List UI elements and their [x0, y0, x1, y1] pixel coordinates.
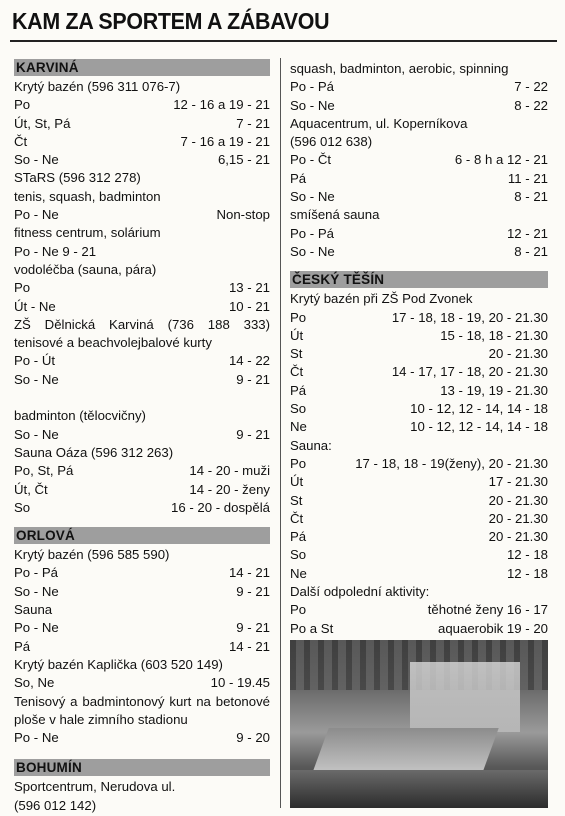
venue-phone: (596 012 638): [290, 134, 373, 150]
schedule-row: [290, 492, 548, 510]
section-header-bohumin: BOHUMÍN: [14, 759, 270, 776]
schedule-day: Út - Ne: [14, 298, 56, 314]
schedule-row: [290, 327, 548, 345]
schedule-day: Út, St, Pá: [14, 115, 71, 131]
schedule: [290, 225, 548, 262]
schedule-time: 11 - 21: [507, 170, 548, 186]
venue-name: Další odpolední aktivity:: [290, 584, 430, 600]
venue-name: STaRS (596 312 278): [14, 170, 141, 186]
schedule-time: 17 - 18, 18 - 19(ženy), 20 - 21.30: [355, 455, 548, 471]
venue-name: Krytý bazén (596 311 076-7): [14, 79, 181, 94]
schedule-row: [290, 400, 548, 418]
schedule-row: [290, 188, 548, 206]
schedule-time: 8 - 22: [514, 97, 548, 113]
schedule-day: Ne: [290, 419, 307, 435]
schedule-time: 14 - 21: [228, 638, 270, 654]
page-title: KAM ZA SPORTEM A ZÁBAVOU: [12, 8, 330, 34]
venue-name: Sauna Oáza (596 312 263): [14, 444, 174, 460]
schedule-row: [290, 345, 548, 363]
photo-window: [410, 662, 520, 732]
schedule-row: [290, 510, 548, 528]
schedule-day: St: [290, 346, 303, 362]
schedule-time: 12 - 16 a 19 - 21: [173, 97, 270, 113]
schedule-day: Po, St, Pá: [14, 463, 74, 479]
schedule-row: [14, 481, 270, 499]
schedule-day: Pá: [290, 382, 307, 398]
venue-name: Krytý bazén při ZŠ Pod Zvonek: [290, 291, 473, 307]
schedule-row: [290, 97, 548, 115]
schedule-day: Po - Út: [14, 353, 56, 369]
schedule-time: 12 - 18: [506, 565, 548, 581]
schedule-time: 20 - 21.30: [488, 492, 548, 508]
schedule-day: Po: [290, 455, 307, 471]
schedule-day: So - Ne: [290, 243, 335, 259]
schedule-row: [14, 96, 270, 114]
schedule-time: 7 - 16 a 19 - 21: [180, 133, 270, 149]
schedule: [14, 462, 270, 517]
schedule-row: [290, 418, 548, 436]
photo-pool: [311, 728, 498, 776]
schedule-time: 13 - 19, 19 - 21.30: [440, 382, 548, 398]
left-column: [14, 58, 270, 815]
schedule: [290, 309, 548, 437]
venue-description: Tenisový a badmintonový kurt na betonové ploše v hale zimního stadionu: [14, 693, 270, 727]
schedule: [290, 455, 548, 583]
venue-name: Sportcentrum, Nerudova ul.: [14, 779, 176, 795]
schedule-day: St: [290, 492, 303, 508]
schedule-row: [290, 151, 548, 169]
schedule: [14, 619, 270, 656]
schedule-day: Pá: [290, 170, 307, 186]
schedule: [14, 206, 270, 224]
schedule-day: Po: [290, 602, 307, 618]
schedule-row: [14, 206, 270, 224]
schedule-day: Po - Ne: [14, 207, 59, 223]
schedule: [290, 151, 548, 206]
schedule: [14, 674, 270, 692]
schedule-time: 17 - 21.30: [488, 474, 548, 490]
schedule-time: 10 - 21: [228, 298, 270, 314]
section-header-orlova: ORLOVÁ: [14, 527, 270, 544]
schedule: [14, 96, 270, 169]
schedule-day: Po - Pá: [290, 225, 334, 241]
schedule-day: Po: [290, 309, 307, 325]
venue-subtitle: badminton (tělocvičny): [14, 408, 146, 424]
venue-subtitle: smíšená sauna: [290, 207, 380, 223]
schedule-time: aquaerobik 19 - 20: [438, 620, 548, 636]
schedule-row: [290, 620, 548, 638]
schedule-day: So - Ne: [14, 152, 59, 168]
schedule: [290, 78, 548, 115]
schedule-day: Út: [290, 327, 304, 343]
venue-name: Sauna:: [290, 437, 332, 453]
schedule-time: 12 - 21: [506, 225, 548, 241]
schedule-time: 10 - 19.45: [210, 675, 270, 691]
schedule-row: [14, 426, 270, 444]
schedule-time: 10 - 12, 12 - 14, 14 - 18: [410, 401, 548, 417]
swimming-pool-photo: [290, 640, 548, 808]
venue-subtitle: fitness centrum, solárium: [14, 225, 161, 241]
schedule-row: [14, 133, 270, 151]
schedule-row: [14, 583, 270, 601]
schedule-time: 13 - 21: [228, 280, 270, 296]
schedule-time: 8 - 21: [514, 243, 548, 259]
schedule-row: [14, 371, 270, 389]
schedule: [14, 352, 270, 389]
schedule-day: Pá: [290, 529, 307, 545]
schedule: [14, 729, 270, 747]
schedule-time: 7 - 22: [514, 79, 548, 95]
venue-name: Aquacentrum, ul. Koperníkova: [290, 115, 468, 131]
schedule-time: 6 - 8 h a 12 - 21: [454, 152, 548, 168]
schedule-row: [14, 619, 270, 637]
schedule-row: [290, 565, 548, 583]
schedule-row: [14, 564, 270, 582]
schedule-row: [290, 309, 548, 327]
schedule-time: 20 - 21.30: [488, 529, 548, 545]
schedule-day: Pá: [14, 638, 31, 654]
venue-subtitle: tenis, squash, badminton: [14, 188, 161, 204]
schedule-row: [290, 601, 548, 619]
title-rule: [10, 40, 557, 42]
schedule-time: 14 - 22: [228, 353, 270, 369]
schedule-time: 14 - 20 - muži: [189, 463, 270, 479]
venue-name: Krytý bazén (596 585 590): [14, 547, 170, 563]
schedule-day: So - Ne: [14, 426, 59, 442]
schedule-day: Út, Čt: [14, 481, 48, 497]
schedule-time: 17 - 18, 18 - 19, 20 - 21.30: [391, 309, 548, 325]
schedule-time: 6,15 - 21: [217, 152, 270, 168]
schedule-row: [290, 382, 548, 400]
schedule-row: [14, 279, 270, 297]
schedule-day: Čt: [290, 364, 304, 380]
schedule-time: 14 - 17, 17 - 18, 20 - 21.30: [391, 364, 548, 380]
spacer: [14, 389, 270, 407]
schedule-time: 15 - 18, 18 - 21.30: [440, 327, 548, 343]
schedule: [290, 601, 548, 638]
schedule-time: 7 - 21: [236, 115, 270, 131]
schedule-row: [290, 78, 548, 96]
schedule-row: [290, 473, 548, 491]
schedule-time: 9 - 21: [236, 620, 270, 636]
venue-subtitle: squash, badminton, aerobic, spinning: [290, 61, 509, 76]
schedule-day: So - Ne: [14, 371, 59, 387]
schedule-day: So: [14, 499, 31, 515]
schedule-row: [14, 115, 270, 133]
schedule-day: Po - Pá: [14, 565, 58, 581]
venue-description: ZŠ Dělnická Karviná (736 188 333) tenisové a beachvolejbalové kurty: [14, 316, 270, 351]
schedule-time: 8 - 21: [514, 189, 548, 205]
schedule-time: 9 - 20: [236, 730, 270, 746]
section-header-karvina: KARVINÁ: [14, 59, 270, 76]
schedule-day: Čt: [14, 133, 28, 149]
schedule-row: [14, 243, 270, 261]
schedule-day: Po - Čt: [290, 152, 332, 168]
schedule-row: [290, 455, 548, 473]
schedule-time: 14 - 20 - ženy: [189, 481, 270, 497]
schedule-time: 14 - 21: [228, 565, 270, 581]
venue-name: Sauna: [14, 602, 53, 618]
schedule-day: Po - Ne: [14, 730, 59, 746]
section-header-cesky-tesin: ČESKÝ TĚŠÍN: [290, 271, 548, 288]
schedule: [14, 243, 270, 261]
schedule-day: Po: [14, 97, 31, 113]
schedule-row: [290, 170, 548, 188]
schedule-day: Čt: [290, 510, 304, 526]
schedule-row: [14, 638, 270, 656]
schedule-time: 12 - 18: [506, 547, 548, 563]
schedule-day: Po - Pá: [290, 79, 334, 95]
schedule-time: 20 - 21.30: [488, 346, 548, 362]
schedule-row: [290, 546, 548, 564]
schedule-row: [290, 243, 548, 261]
schedule-row: [14, 462, 270, 480]
schedule-day: Po: [14, 280, 31, 296]
schedule-row: [290, 528, 548, 546]
venue-name: Krytý bazén Kaplička (603 520 149): [14, 656, 223, 672]
schedule-row: [14, 499, 270, 517]
schedule-row: [14, 729, 270, 747]
schedule: [14, 279, 270, 316]
schedule-time: Non-stop: [216, 207, 270, 223]
schedule-time: 20 - 21.30: [488, 510, 548, 526]
schedule-row: [14, 298, 270, 316]
schedule-day: Po - Ne 9 - 21: [14, 243, 97, 259]
schedule-day: So - Ne: [14, 583, 59, 599]
schedule-time: 9 - 21: [236, 371, 270, 387]
venue-phone: (596 012 142): [14, 797, 97, 813]
venue-subtitle: vodoléčba (sauna, pára): [14, 261, 157, 277]
schedule-day: Ne: [290, 565, 307, 581]
schedule: [14, 564, 270, 601]
schedule-row: [290, 225, 548, 243]
schedule-time: 16 - 20 - dospělá: [171, 499, 270, 515]
schedule-day: So: [290, 401, 307, 417]
schedule-day: So - Ne: [290, 97, 335, 113]
schedule-day: Út: [290, 474, 304, 490]
schedule-day: Po a St: [290, 620, 334, 636]
column-divider: [280, 58, 281, 808]
photo-floor: [290, 770, 548, 808]
schedule-row: [290, 363, 548, 381]
schedule-time: 10 - 12, 12 - 14, 14 - 18: [410, 419, 548, 435]
schedule-day: Po - Ne: [14, 620, 59, 636]
schedule-day: So - Ne: [290, 189, 335, 205]
schedule-time: 9 - 21: [236, 426, 270, 442]
schedule-row: [14, 674, 270, 692]
schedule-row: [14, 151, 270, 169]
schedule: [14, 426, 270, 444]
schedule-time: 9 - 21: [236, 583, 270, 599]
right-column: [290, 60, 548, 638]
schedule-time: těhotné ženy 16 - 17: [427, 602, 548, 618]
schedule-day: So: [290, 547, 307, 563]
schedule-row: [14, 352, 270, 370]
schedule-day: So, Ne: [14, 675, 55, 691]
